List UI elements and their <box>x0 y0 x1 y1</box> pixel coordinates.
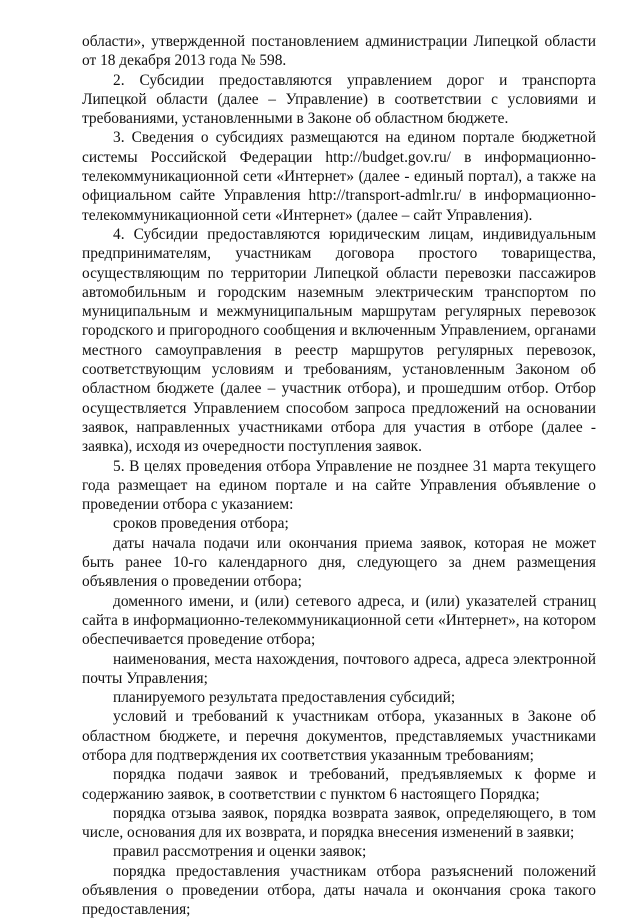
paragraph-item-5: 5. В целях проведения отбора Управление не позднее 31 марта текущего года размещает на едином портале и на сайте Управления объявление о проведении отбора с указанием: <box>82 457 596 514</box>
paragraph-item-4: 4. Субсидии предоставляются юридическим лицам, индивидуальным предпринимателям, участникам договора простого товарищества, осуществляющим по территории Липецкой области перевозки пассажиров автомобильным и городским наземным электрическим транспортом по муниципальным и межмуниципальным маршрутам регулярных перевозок городского и пригородного сообщения и включенным Управлением, органами местного самоуправления в реестр маршрутов регулярных перевозок, соответствующим условиям и требованиям, установленным Законом об областном бюджете (далее – участник отбора), и прошедшим отбор. Отбор осуществляется Управлением способом запроса предложений на основании заявок, направленных участниками отбора для участия в отборе (далее - заявка), исходя из очередности поступления заявок. <box>82 225 596 456</box>
list-item-selection-terms: сроков проведения отбора; <box>113 515 289 533</box>
list-item-planned-result: планируемого результата предоставления субсидий; <box>113 689 456 707</box>
list-item-review-rules: правил рассмотрения и оценки заявок; <box>113 843 367 861</box>
paragraph-item-3: 3. Сведения о субсидиях размещаются на едином портале бюджетной системы Российской Федерации http://budget.gov.ru/ в информационно-телекоммуникационной сети «Интернет» (далее - единый портал), а также на официальном сайте Управления http://transport-admlr.ru/ в информационно-телекоммуникационной сети «Интернет» (далее – сайт Управления). <box>82 129 596 224</box>
list-item-withdrawal-order: порядка отзыва заявок, порядка возврата заявок, определяющего, в том числе, основания для их возврата, и порядка внесения изменений в заявки; <box>82 804 596 842</box>
list-item-application-dates: даты начала подачи или окончания приема заявок, которая не может быть ранее 10-го календарного дня, следующего за днем размещения объявления о проведении отбора; <box>82 534 596 591</box>
list-item-submission-order: порядка подачи заявок и требований, предъявляемых к форме и содержанию заявок, в соответствии с пунктом 6 настоящего Порядка; <box>82 766 596 803</box>
list-item-contacts: наименования, места нахождения, почтового адреса, адреса электронной почты Управления; <box>82 650 596 687</box>
document-page <box>82 32 596 920</box>
list-item-clarifications: порядка предоставления участникам отбора разъяснений положений объявления о проведении отбора, даты начала и окончания срока такого предоставления; <box>82 862 596 919</box>
paragraph-item-2: 2. Субсидии предоставляются управлением дорог и транспорта Липецкой области (далее – Управление) в соответствии с условиями и требованиями, установленными в Законе об областном бюджете. <box>82 71 596 128</box>
paragraph-continuation: области», утвержденной постановлением администрации Липецкой области от 18 декабря 2013 года № 598. <box>82 33 596 70</box>
list-item-requirements: условий и требований к участникам отбора, указанных в Законе об областном бюджете, и перечня документов, представляемых участниками отбора для подтверждения их соответствия указанным требованиям; <box>82 708 596 764</box>
list-item-domain-name: доменного имени, и (или) сетевого адреса, и (или) указателей страниц сайта в информационно-телекоммуникационной сети «Интернет», на котором обеспечивается проведение отбора; <box>82 592 596 649</box>
